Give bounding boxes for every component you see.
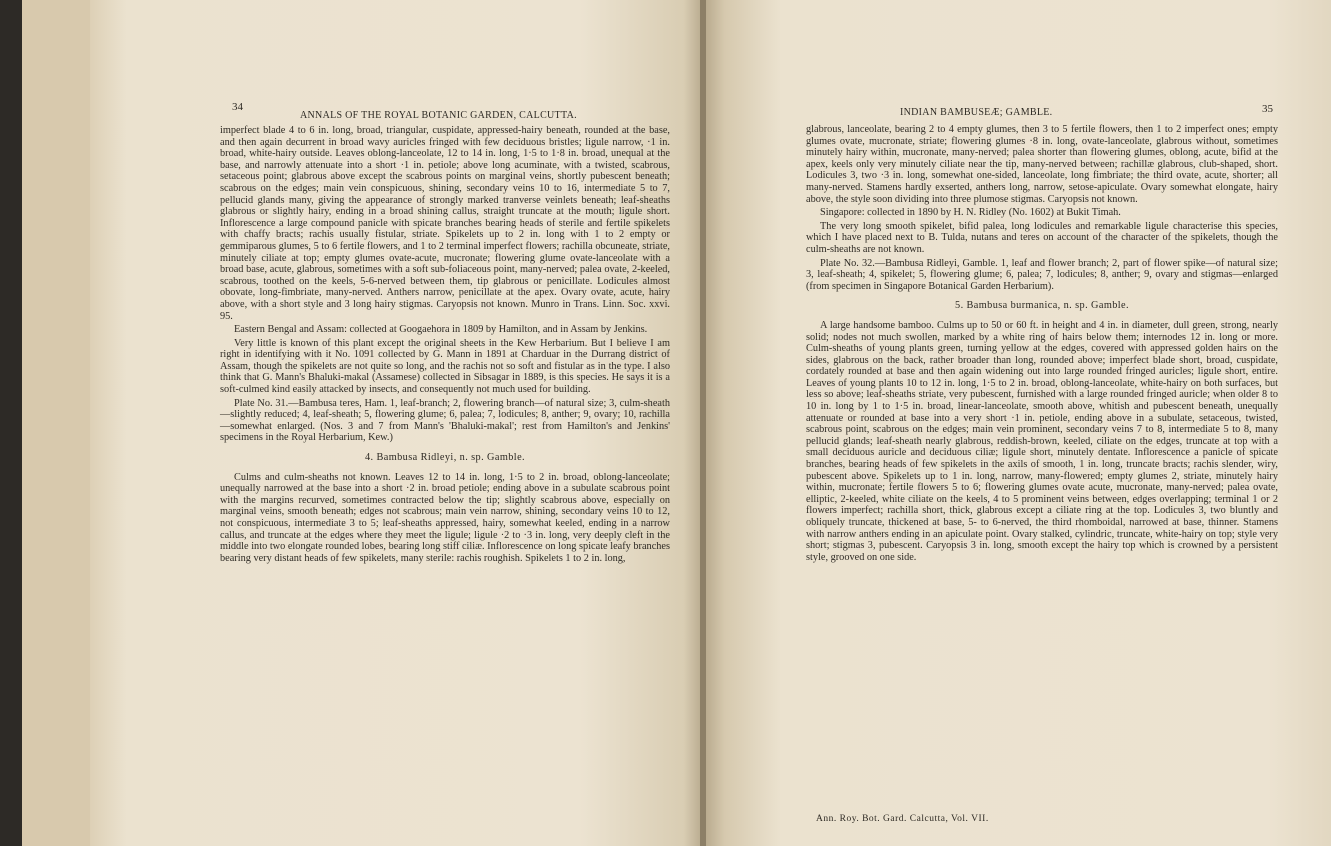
left-body-text xyxy=(220,125,670,566)
page-footer: Ann. Roy. Bot. Gard. Calcutta, Vol. VII. xyxy=(816,814,989,824)
paragraph: Eastern Bengal and Assam: collected at Googaehora in 1809 by Hamilton, and in Assam by Jenkins. xyxy=(234,324,648,336)
paragraph: The very long smooth spikelet, bifid palea, long lodicules and remarkable ligule characterise this species, which I have placed next to B. Tulda, nutans and teres on account of the character of the spikelets, though the culm-sheaths are not known. xyxy=(806,220,1278,255)
paragraph: Singapore: collected in 1890 by H. N. Ridley (No. 1602) at Bukit Timah. xyxy=(820,207,1121,219)
paragraph: Very little is known of this plant except the original sheets in the Kew Herbarium. But I believe I am right in identifying with it No. 1091 collected by G. Mann in 1891 at Charduar in the Durrang district of Assam, though the spikelets are not quite so long, and the rachis not so soft and fistular as in the type. I also think that G. Mann's Bhaluki-makal (Assamese) collected in Sibsagar in 1889, is this species. He says it is a soft-culmed kind easily attacked by insects, and consequently not much used for building. xyxy=(220,337,670,396)
right-body-text xyxy=(806,124,1278,565)
right-page xyxy=(706,0,1331,846)
paragraph: Plate No. 32.—Bambusa Ridleyi, Gamble. 1, leaf and flower branch; 2, part of flower spike—of natural size; 3, leaf-sheath; 4, spikelet; 5, flowering glume; 6, palea; 7, lodicules; 8, anther; 9, ovary and stigmas—enlarged (from specimen in Singapore Botanical Garden Herbarium). xyxy=(806,257,1278,292)
paragraph: Culms and culm-sheaths not known. Leaves 12 to 14 in. long, 1·5 to 2 in. broad, oblong-lanceolate; unequally narrowed at the base into a short ·2 in. broad petiole; ending above in a subulate scabrous point with the margins recurved, sometimes contracted below the tip; slightly scabrous above, especially on marginal veins, smooth beneath; edges not scabrous; main vein narrow, shining, secondary veins 10 to 12, not conspicuous, intermediate 3 to 5; leaf-sheaths appressed, hairy, somewhat keeled, ending in a narrow callus, and truncate at the edges where they meet the ligule; ligule ·2 to ·3 in. long, very deeply cleft in the middle into two elongate rounded lobes, bearing long stiff ciliæ. Inflorescence on long spicate leafy branches bearing very distant heads of few spikelets, many sterile: rachis roughish. Spikelets 1 to 2 in. long, xyxy=(220,471,670,564)
section-heading: 5. Bambusa burmanica, n. sp. Gamble. xyxy=(955,300,1129,312)
section-heading: 4. Bambusa Ridleyi, n. sp. Gamble. xyxy=(364,452,526,464)
page-number: 34 xyxy=(232,101,243,113)
left-page xyxy=(90,0,702,846)
paragraph: Plate No. 31.—Bambusa teres, Ham. 1, leaf-branch; 2, flowering branch—of natural size; 3, culm-sheath—slightly reduced; 4, leaf-sheath; 5, flowering glume; 6, palea; 7, lodicules; 8, anther; 9, ovary; 10, rachilla—somewhat enlarged. (Nos. 3 and 7 from Mann's 'Bhaluki-makal'; rest from Hamilton's and Jenkins' specimens in the Royal Herbarium, Kew.) xyxy=(220,397,670,444)
paragraph: imperfect blade 4 to 6 in. long, broad, triangular, cuspidate, appressed-hairy beneath, rounded at the base, and then again decurrent in broad wavy auricles fringed with few deciduous bristles; ligule narrow, ·1 in. broad, white-hairy outside. Leaves oblong-lanceolate, 12 to 14 in. long, 1·5 to 1·8 in. broad, unequal at the base, and narrowly attenuate into a short ·1 in. petiole; above long acuminate, with a twisted, scabrous, setaceous point; glabrous above except the scabrous points on marginal veins, shortly pubescent beneath; scabrous on the edges; main vein conspicuous, shining, secondary veins 10 to 16, intermediate 5 to 7, pellucid glands many, giving the appearance of strongly marked tranverse veinlets beneath; leaf-sheaths glabrous or slightly hairy, ending in a broad shining callus, straight truncate at the mouth; ligule short. Inflorescence a large compound panicle with spicate branches bearing heads of sterile and fertile spikelets with chaffy bracts; rachis usually fistular, striate. Spikelets up to 2 in. long with 1 to 2 empty or gemmiparous glumes, 5 to 6 fertile flowers, and 1 to 2 terminal imperfect flowers; rachilla obcuneate, striate, minutely ciliate at top; empty glumes ovate-acute, mucronate; flowering glume ovate-lanceolate with a broad base, acute, glabrous, sometimes with a soft sub-foliaceous point, many-nerved; palea ovate, 2-keeled, scabrous, toothed on the keels, 5-6-nerved between them, tip glabrous or penicillate. Lodicules almost obovate, long-fimbriate, many-nerved. Anthers narrow, penicillate at the apex. Ovary ovate, acute, hairy above, with a short style and 3 long hairy stigmas. Caryopsis not known. Munro in Trans. Linn. Soc. xxvi. 95. xyxy=(220,125,670,322)
paragraph: glabrous, lanceolate, bearing 2 to 4 empty glumes, then 3 to 5 fertile flowers, then 1 to 2 imperfect ones; empty glumes ovate, mucronate, striate; flowering glumes ·8 in. long, ovate-lanceolate, glabrous without, sometimes minutely hairy within, mucronate, many-nerved; palea shorter than flowering glumes, oblong, acute, bifid at the apex, keels only very minutely ciliate near the tip, many-nerved between; rachillæ glabrous, club-shaped, short. Lodicules 3, two ·3 in. long, somewhat one-sided, lanceolate, long fimbriate; the third ovate, acute, shorter; all many-nerved. Stamens hardly exserted, anthers long, narrow, setose-apiculate. Ovary somewhat elongate, hairy above, the style soon dividing into three plumose stigmas. Caryopsis not known. xyxy=(806,124,1278,205)
running-head: INDIAN BAMBUSEÆ; GAMBLE. xyxy=(900,107,1053,118)
running-head: ANNALS OF THE ROYAL BOTANIC GARDEN, CALCUTTA. xyxy=(300,110,577,121)
paragraph: A large handsome bamboo. Culms up to 50 or 60 ft. in height and 4 in. in diameter, dull green, strong, nearly solid; nodes not much swollen, marked by a white ring of hairs below them; internodes 12 in. long or more. Culm-sheaths of young plants green, turning yellow at the edges, covered with appressed golden hairs on the sides, glabrous on the back, rather broader than long, rounded above; imperfect blade short, broad, cuspidate, cordately rounded at base and then again widening out into large rounded fringed auricles; ligule short, entire. Leaves of young plants 10 to 12 in. long, 1·5 to 2 in. broad, oblong-lanceolate, white-hairy on both surfaces, but less so above; leaf-sheaths striate, very pubescent, furnished with a large rounded fringed auricle; when older 8 to 10 in. long by 1 to 1·5 in. broad, linear-lanceolate, smooth above, whitish and pubescent beneath, unequally attenuate or rounded at base into a very short ·1 in. petiole, ending above in a subulate, setaceous, twisted, scabrous point, scabrous on the edges; main vein prominent, secondary veins 7 to 8, intermediate 5 to 8, many pellucid glands; leaf-sheath nearly glabrous, reddish-brown, keeled, ciliate on the edges, truncate at top with a small deciduous auricle and deciduous ciliæ; ligule short, minutely dentate. Inflorescence a panicle of spicate branches, bearing heads of few spikelets in the axils of smooth, 1 in. long, truncate bracts; rachis slender, wiry, pubescent above. Spikelets up to 1 in. long, narrow, many-flowered; empty glumes 2, striate, minutely hairy within, mucronate; fertile flowers 5 to 6; flowering glumes ovate acute, mucronate, many-nerved; palea ovate, elliptic, 2-keeled, white ciliate on the keels, 4 to 5 prominent veins between, edges overlapping; terminal 1 or 2 flowers imperfect; rachilla short, thick, glabrous except a ciliate ring at the top. Lodicules 3, two bluntly and obliquely truncate, thickened at base, 5- to 6-nerved, the third rhomboidal, narrowed at base, thinner. Stamens with narrow anthers ending in an apiculate point. Ovary stalked, cylindric, truncate, white-hairy on top; style very short; stigmas 3, pubescent. Caryopsis 3 in. long, smooth except the hairy top which is crowned by a persistent style, grooved on one side. xyxy=(806,319,1278,563)
page-number: 35 xyxy=(1262,103,1273,115)
